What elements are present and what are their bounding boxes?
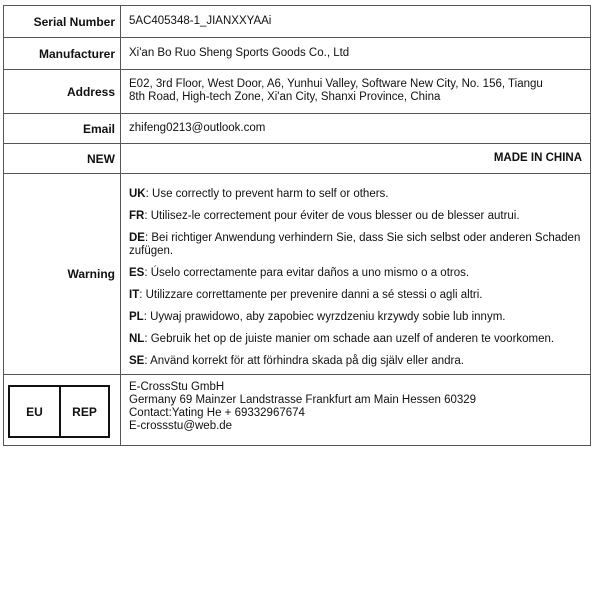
eu-badge-text: EU: [10, 387, 61, 436]
rep-badge-text: REP: [72, 404, 97, 419]
made-in-label: MADE IN CHINA: [493, 152, 582, 164]
warning-item-pl: PL: Uywaj prawidowo, aby zapobiec wyrzdzeniu krzywdy sobie lub innym.: [129, 311, 506, 323]
warning-label: Warning: [4, 174, 121, 374]
eu-rep-contact: Contact:Yating He + 69332967674: [129, 407, 305, 419]
status-row: [4, 144, 590, 173]
address-value: [121, 70, 590, 113]
serial-row: [4, 6, 590, 37]
email-row: [4, 114, 590, 143]
address-line-1: E02, 3rd Floor, West Door, A6, Yunhui Valley, Software New City, No. 156, Tiangu: [129, 78, 543, 90]
serial-label: Serial Number: [4, 6, 121, 37]
eu-rep-symbol: [8, 385, 110, 438]
manufacturer-value: Xi'an Bo Ruo Sheng Sports Goods Co., Ltd: [129, 47, 350, 59]
manufacturer-row: [4, 38, 590, 69]
eu-rep-info: [121, 375, 590, 445]
warning-item-uk: UK: Use correctly to prevent harm to self or others.: [129, 188, 389, 200]
email-label: Email: [4, 114, 121, 143]
address-label: Address: [4, 70, 121, 113]
address-line-2: 8th Road, High-tech Zone, Xi'an City, Shanxi Province, China: [129, 91, 441, 103]
warning-item-se: SE: Använd korrekt för att förhindra skada på dig själv eller andra.: [129, 355, 464, 367]
eu-rep-address: Germany 69 Mainzer Landstrasse Frankfurt am Main Hessen 60329: [129, 394, 477, 406]
warning-row: [4, 174, 590, 374]
warning-list: [121, 174, 590, 374]
serial-value: 5AC405348-1_JIANXXYAAi: [129, 15, 272, 27]
warning-item-it: IT: Utilizzare correttamente per prevenire danni a sé stessi o agli altri.: [129, 289, 483, 301]
warning-item-nl: NL: Gebruik het op de juiste manier om schade aan uzelf of anderen te voorkomen.: [129, 333, 555, 345]
address-row: [4, 70, 590, 113]
manufacturer-label: Manufacturer: [4, 38, 121, 69]
warning-item-es: ES: Úselo correctamente para evitar daños a uno mismo o a otros.: [129, 267, 470, 279]
new-label: NEW: [4, 144, 121, 173]
warning-item-fr: FR: Utilisez-le correctement pour éviter de vous blesser ou de blesser autrui.: [129, 210, 520, 222]
email-value: zhifeng0213@outlook.com: [129, 122, 266, 134]
eu-rep-email: E-crossstu@web.de: [129, 420, 233, 432]
product-label-table: [3, 5, 591, 446]
warning-item-de: DE: Bei richtiger Anwendung verhindern Sie, dass Sie sich selbst oder anderen Schaden zufügen.: [129, 232, 581, 257]
eu-rep-company: E-CrossStu GmbH: [129, 381, 225, 393]
